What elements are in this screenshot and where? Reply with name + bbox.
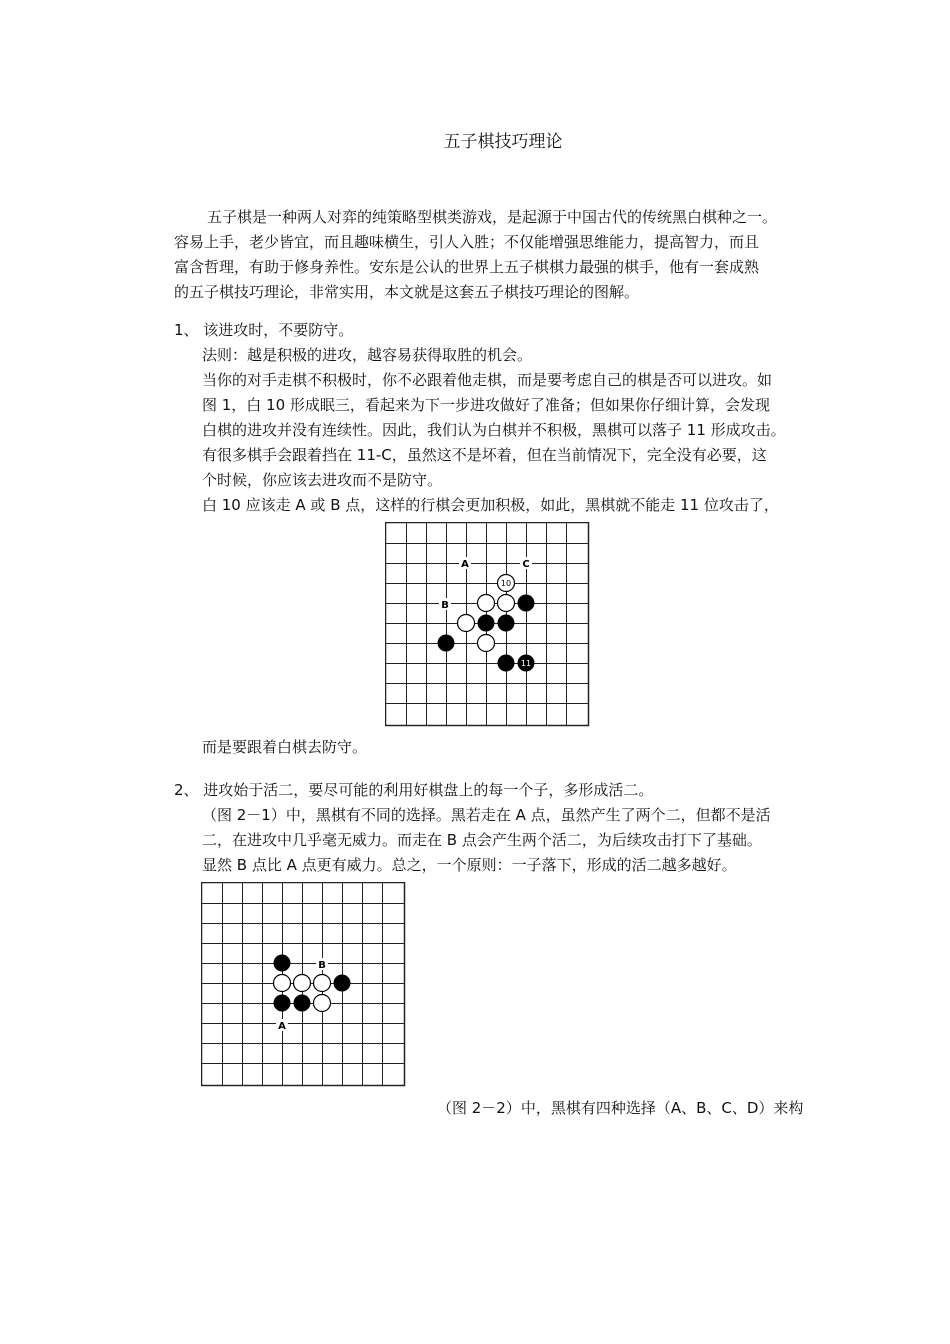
section1-line: 个时候，你应该去进攻而不是防守。 [202, 471, 443, 489]
stone-number-10: 10 [500, 579, 512, 588]
black-stone [274, 955, 291, 972]
gomoku-board-figure-2-1 [201, 882, 406, 1087]
section2-line: （图 2－1）中，黑棋有不同的选择。黑若走在 A 点，虽然产生了两个二，但都不是活 [202, 806, 771, 824]
board-label-b: B [318, 960, 326, 971]
section1-line: 法则：越是积极的进攻，越容易获得取胜的机会。 [202, 346, 533, 364]
intro-line: 富含哲理，有助于修身养性。安东是公认的世界上五子棋棋力最强的棋手，他有一套成熟 [174, 258, 760, 276]
board-label-a: A [278, 1021, 286, 1032]
board-label-a: A [461, 559, 469, 570]
white-stone [294, 975, 311, 992]
intro-line: 五子棋是一种两人对弈的纯策略型棋类游戏，是起源于中国古代的传统黑白棋种之一。 [207, 208, 778, 226]
white-stone [498, 595, 515, 612]
black-stone [294, 995, 311, 1012]
white-stone [314, 995, 331, 1012]
section1-after: 而是要跟着白棋去防守。 [202, 738, 368, 756]
page-title: 五子棋技巧理论 [443, 132, 563, 152]
gomoku-board-figure-1 [385, 522, 590, 727]
black-stone [274, 995, 291, 1012]
section2-after: （图 2－2）中，黑棋有四种选择（A、B、C、D）来构 [437, 1099, 804, 1117]
black-stone [478, 615, 495, 632]
white-stone [314, 975, 331, 992]
section1-heading: 1、 该进攻时，不要防守。 [174, 321, 354, 339]
section1-line: 图 1，白 10 形成眠三，看起来为下一步进攻做好了准备；但如果你仔细计算，会发现 [202, 396, 770, 414]
section1-line: 有很多棋手会跟着挡在 11-C，虽然这不是坏着，但在当前情况下，完全没有必要，这 [202, 446, 767, 464]
section1-line: 白棋的进攻并没有连续性。因此，我们认为白棋并不积极，黑棋可以落子 11 形成攻击。 [202, 421, 786, 439]
white-stone [478, 595, 495, 612]
white-stone [274, 975, 291, 992]
section2-line: 二，在进攻中几乎毫无威力。而走在 B 点会产生两个活二，为后续攻击打下了基础。 [202, 831, 762, 849]
board-label-c: C [522, 559, 530, 570]
black-stone [334, 975, 351, 992]
intro-line: 的五子棋技巧理论，非常实用，本文就是这套五子棋技巧理论的图解。 [174, 283, 640, 301]
section1-line: 白 10 应该走 A 或 B 点，这样的行棋会更加积极，如此，黑棋就不能走 11 位攻击了， [202, 496, 779, 514]
black-stone [498, 655, 515, 672]
section1-line: 当你的对手走棋不积极时，你不必跟着他走棋，而是要考虑自己的棋是否可以进攻。如 [202, 371, 773, 389]
white-stone [478, 635, 495, 652]
black-stone [498, 615, 515, 632]
section2-line: 显然 B 点比 A 点更有威力。总之，一个原则：一子落下，形成的活二越多越好。 [202, 856, 737, 874]
section2-heading: 2、 进攻始于活二，要尽可能的利用好棋盘上的每一个子，多形成活二。 [174, 781, 654, 799]
black-stone [438, 635, 455, 652]
black-stone [518, 595, 535, 612]
board-label-b: B [441, 600, 449, 611]
stone-number-11: 11 [520, 659, 532, 668]
intro-line: 容易上手，老少皆宜，而且趣味横生，引人入胜；不仅能增强思维能力，提高智力，而且 [174, 233, 760, 251]
white-stone [458, 615, 475, 632]
